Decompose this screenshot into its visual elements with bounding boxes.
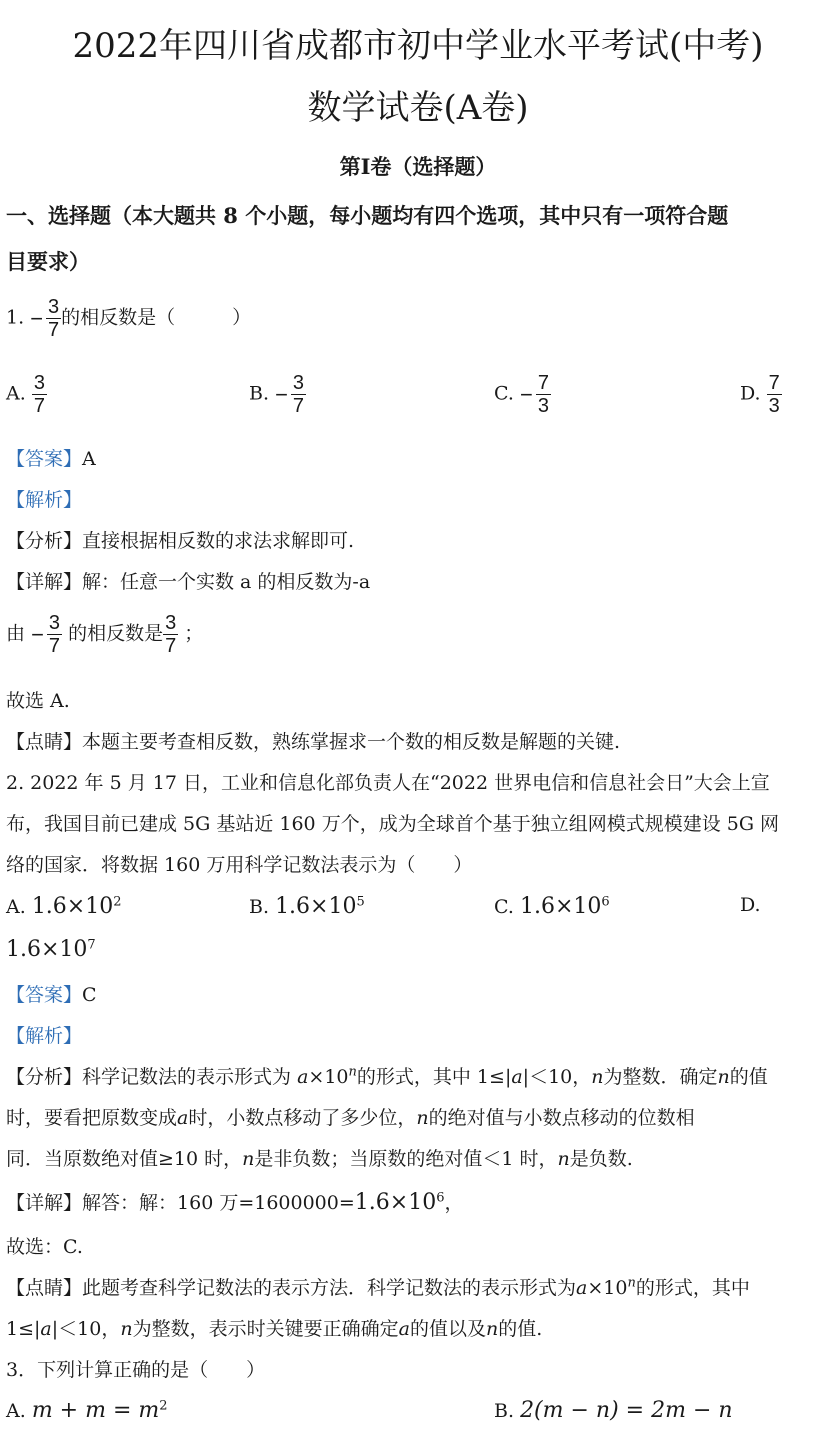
q1-dianjing: 【点睛】本题主要考查相反数，熟练掌握求一个数的相反数是解题的关键. xyxy=(6,731,621,753)
q2-xiangjie: 【详解】解答：解：160 万$=1600000=1.6\times 10^6$， xyxy=(6,1190,464,1215)
section-heading-line2: 目要求） xyxy=(6,249,90,274)
q1-fenxi: 【分析】直接根据相反数的求法求解即可. xyxy=(6,530,355,552)
q2-choose: 故选：C. xyxy=(6,1236,83,1258)
q2-dianjing-line1: 【点睛】此题考查科学记数法的表示方法．科学记数法的表示形式为$a\times 10^n$的形式，其中 xyxy=(6,1275,750,1299)
q1-xiangjie: 【详解】解：任意一个实数 a 的相反数为-a xyxy=(6,571,371,593)
q1-derivation: 由 − $\frac{3}{7}$ 的相反数是 $\frac{3}{7}$ ； xyxy=(6,612,204,657)
q2-stem-line2: 布，我国目前已建成 5G 基站近 160 万个，成为全球首个基于独立组网模式规模建设 5G 网 xyxy=(6,813,780,835)
q3-option-b: B. 2(m − n) = 2m − n xyxy=(494,1398,733,1423)
q2-option-b: B. $1.6\times 10^5$ xyxy=(249,894,365,919)
q3-stem: 3．下列计算正确的是（ ） xyxy=(6,1359,266,1381)
q2-option-a: A. $1.6\times 10^2$ xyxy=(6,894,122,919)
q2-fenxi-line2: 时，要看把原数变成a时，小数点移动了多少位，n的绝对值与小数点移动的位数相 xyxy=(6,1107,695,1129)
q1-option-a: A. $\frac{3}{7}$ xyxy=(6,372,45,417)
q1-analysis-label: 【解析】 xyxy=(6,489,83,511)
q3-option-a: A. $m + m = m^2$ xyxy=(6,1398,168,1423)
q2-fenxi-line1: 【分析】科学记数法的表示形式为 $a\times 10^n$的形式，其中 1≤|a|＜10，n为整数．确定n的值 xyxy=(6,1064,768,1088)
q1-stem: 1. − $\frac{3}{7}$ 的相反数是（ ） xyxy=(6,296,252,341)
q2-stem-line1: 2. 2022 年 5 月 17 日，工业和信息化部负责人在“2022 世界电信和信息社会日”大会上宣 xyxy=(6,772,770,794)
q1-choose: 故选 A. xyxy=(6,690,70,712)
q2-stem-line3: 络的国家．将数据 160 万用科学记数法表示为（ ） xyxy=(6,854,473,876)
q1-option-d: D. $\frac{7}{3}$ xyxy=(740,372,780,417)
q2-analysis-label: 【解析】 xyxy=(6,1025,83,1047)
q1-option-b: B. − $\frac{3}{7}$ xyxy=(249,372,305,417)
q1-stem-fraction: $\frac{3}{7}$ xyxy=(48,296,60,341)
q2-answer: 【答案】C xyxy=(6,984,97,1006)
section-heading-line1: 一、选择题（本大题共 8 个小题，每小题均有四个选项，其中只有一项符合题 xyxy=(6,203,729,228)
q2-option-d-label: D. xyxy=(740,894,761,916)
q2-dianjing-line2: 1≤|a|＜10，n为整数，表示时关键要正确确定a的值以及n的值. xyxy=(6,1318,543,1340)
q1-option-c: C. − $\frac{7}{3}$ xyxy=(494,372,549,417)
q2-fenxi-line3: 同．当原数绝对值≥10 时，n是非负数；当原数的绝对值＜1 时，n是负数. xyxy=(6,1148,633,1170)
q1-answer: 【答案】A xyxy=(6,448,96,470)
exam-title-line2: 数学试卷(A卷) xyxy=(307,88,529,128)
q2-option-c: C. $1.6\times 10^6$ xyxy=(494,894,610,919)
q2-option-d: $1.6\times 10^7$ xyxy=(6,937,96,962)
exam-title-line1: 2022年四川省成都市初中学业水平考试(中考) xyxy=(72,26,764,66)
part-heading: 第Ⅰ卷（选择题） xyxy=(339,154,497,179)
